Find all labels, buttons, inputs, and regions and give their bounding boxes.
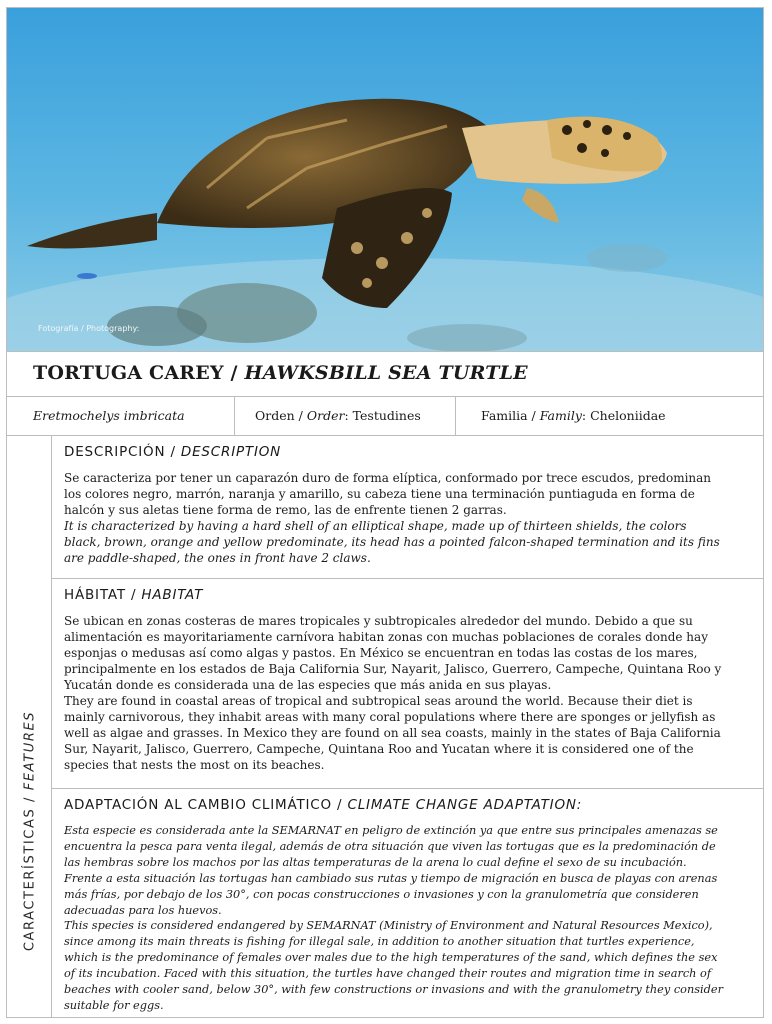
habitat-heading-es: HÁBITAT / [64, 587, 142, 603]
habitat-text-en: They are found in coastal areas of tropical and subtropical seas around the world. Because their diet is mainly carnivorous, they inhabit areas with many coral populations where there are sponges or jellyfish as well as algae and grasses. In Mexico they are found on all sea coasts, mainly in the states of Baja California Sur, Nayarit, Jalisco, Guerrero, Campeche, Quintana Roo and Yucatan where it is considered one of the species that nests the most on its beaches. [64, 694, 721, 772]
order-label-en: Order [306, 408, 345, 423]
adaptation-text-es-1: Esta especie es considerada ante la SEMARNAT en peligro de extinción ya que entre sus principales amenazas se encuentra la pesca para venta ilegal, además de otra situación que viven las tortugas que es la predominación de las hembras sobre los machos por las altas temperaturas de la arena lo cual define el sexo de su incubación. [64, 824, 718, 869]
description-text-en: It is characterized by having a hard shell of an elliptical shape, made up of thirteen shields, the colors black, brown, orange and yellow predominate, its head has a pointed falcon-shaped termination and its fins are paddle-shaped, the ones in front have 2 claws. [64, 519, 720, 565]
species-card [6, 7, 764, 1018]
adaptation-section [52, 789, 763, 1018]
adaptation-heading [64, 797, 582, 813]
divider [234, 397, 235, 435]
family-value: : Cheloniidae [581, 408, 666, 423]
scientific-name: Eretmochelys imbricata [33, 408, 185, 423]
family-cell [481, 397, 666, 435]
habitat-section [52, 579, 763, 789]
features-label [23, 711, 38, 951]
photo-credit: Fotografía / Photography: [38, 324, 140, 333]
adaptation-heading-en: CLIMATE CHANGE ADAPTATION: [347, 797, 583, 813]
description-heading [64, 444, 281, 460]
adaptation-text-en: This species is considered endangered by SEMARNAT (Ministry of Environment and Natural Resources Mexico), since among its main threats is fishing for illegal sale, in addition to another situation that turtles experience, which is the predominance of females over males due to the high temperatures of the sand, which defines the sex of its incubation. Faced with this situation, the turtles have changed their routes and migration time in search of beaches with cooler sand, below 30°, with few constructions or invasions and with the granulometry they consider suitable for eggs. [64, 919, 723, 1012]
page-title [33, 362, 528, 384]
taxonomy-row [7, 397, 763, 436]
adaptation-body [64, 823, 724, 1014]
description-heading-en: DESCRIPTION [180, 444, 282, 460]
turtle-photo [7, 8, 763, 351]
order-label-es: Orden / [255, 408, 307, 423]
family-label-es: Familia / [481, 408, 540, 423]
adaptation-text-es-2: Frente a esta situación las tortugas han cambiado sus rutas y tiempo de migración en busca de playas con arenas más frías, por debajo de los 30°, con pocas construcciones o invasiones y con la granulometría que consideren adecuadas para los huevos. [64, 871, 718, 917]
title-spanish: TORTUGA CAREY / [33, 362, 238, 384]
order-value: : Testudines [344, 408, 421, 423]
title-row [7, 351, 763, 397]
features-sidebar [7, 436, 52, 1018]
hawksbill-turtle-photo-icon [7, 8, 763, 351]
divider [455, 397, 456, 435]
order-cell [255, 397, 421, 435]
habitat-text-es: Se ubican en zonas costeras de mares tropicales y subtropicales alrededor del mundo. Debido a que su alimentación es mayoritariamente carnívora habitan zonas con muchas poblaciones de corales donde hay esponjas o medusas así como algas y pastos. En México se encuentran en todas las costas de los mares, principalmente en los estados de Baja California Sur, Nayarit, Jalisco, Guerrero, Campeche, Quintana Roo y Yucatán donde es considerada una de las especies que más anida en sus playas. [64, 614, 722, 692]
family-label-en: Family [539, 408, 582, 423]
description-heading-es: DESCRIPCIÓN / [64, 444, 181, 460]
habitat-body [64, 613, 724, 773]
habitat-heading [64, 587, 203, 603]
features-label-en: FEATURES [22, 710, 38, 791]
description-body [64, 470, 724, 566]
title-english: HAWKSBILL SEA TURTLE [244, 362, 528, 384]
habitat-heading-en: HABITAT [141, 587, 204, 603]
description-section [52, 436, 763, 579]
description-text-es: Se caracteriza por tener un caparazón duro de forma elíptica, conformado por trece escudos, predominan los colores negro, marrón, naranja y amarillo, su cabeza tiene una terminación puntiaguda en forma de halcón y sus aletas tiene forma de remo, las de enfrente tienen 2 garras. [64, 471, 712, 517]
adaptation-heading-es: ADAPTACIÓN AL CAMBIO CLIMÁTICO / [64, 797, 348, 813]
features-label-es: CARACTERÍSTICAS / [22, 790, 38, 952]
